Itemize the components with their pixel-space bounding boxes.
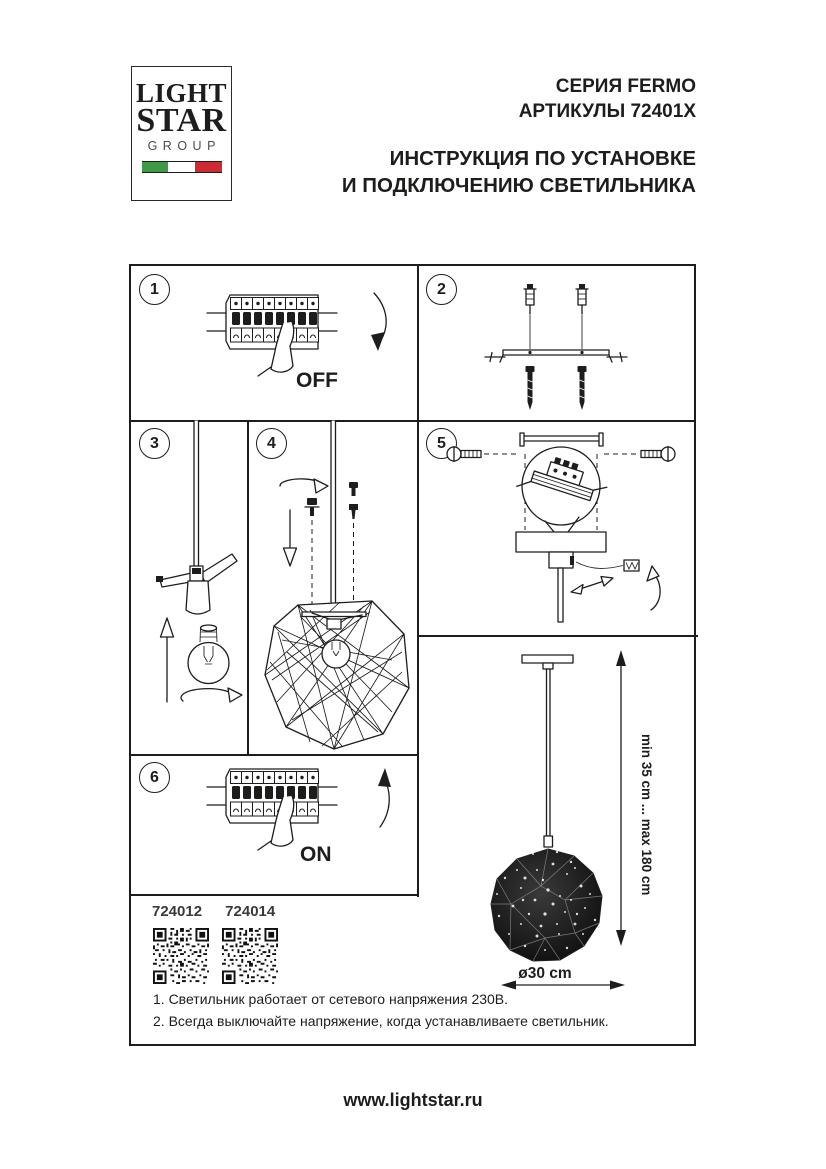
mounting-bracket-drawing bbox=[475, 278, 635, 448]
note-line-1: 1. Светильник работает от сетевого напряжения 230В. bbox=[153, 991, 509, 1007]
rotate-arrow-icon bbox=[181, 689, 235, 701]
breaker-on-drawing bbox=[188, 757, 403, 875]
flag-green-stripe bbox=[142, 162, 169, 172]
step-3-number: 3 bbox=[150, 434, 159, 452]
grid-divider bbox=[417, 420, 419, 897]
canopy-mount-drawing bbox=[428, 424, 690, 630]
off-label: OFF bbox=[296, 369, 338, 392]
diameter-dimension-label: ø30 cm bbox=[518, 965, 572, 982]
articles-title: АРТИКУЛЫ 72401X bbox=[518, 101, 696, 122]
qr-code-724014 bbox=[222, 928, 278, 984]
website-url: www.lightstar.ru bbox=[343, 1090, 483, 1110]
lightstar-logo bbox=[131, 66, 232, 201]
adjust-arrow-icon bbox=[580, 581, 604, 589]
italy-flag-icon bbox=[142, 161, 222, 173]
grid-divider bbox=[417, 266, 419, 420]
qr-code-724012 bbox=[153, 928, 209, 984]
sphere-shade bbox=[491, 849, 602, 961]
step-5-number: 5 bbox=[437, 434, 446, 452]
article-number-2: 724014 bbox=[225, 903, 276, 920]
flag-white-stripe bbox=[168, 162, 195, 172]
logo-word-light: LIGHT bbox=[135, 78, 228, 108]
step-1-number: 1 bbox=[150, 280, 159, 298]
pendant-overview-drawing bbox=[425, 638, 697, 1010]
header bbox=[342, 74, 696, 199]
safety-notes bbox=[153, 988, 609, 1032]
step-6-number: 6 bbox=[150, 768, 159, 786]
instruction-title-line1: ИНСТРУКЦИЯ ПО УСТАНОВКЕ bbox=[389, 147, 696, 170]
grid-divider bbox=[131, 894, 419, 896]
socket-bulb-drawing bbox=[150, 420, 262, 720]
series-title: СЕРИЯ FERMO bbox=[555, 76, 696, 97]
step-2-number: 2 bbox=[437, 280, 446, 298]
shade-assembly-drawing bbox=[252, 420, 414, 752]
grid-divider bbox=[417, 635, 698, 637]
instruction-title bbox=[342, 146, 696, 199]
flag-red-stripe bbox=[195, 162, 222, 172]
step-1-badge bbox=[139, 274, 170, 305]
step-4-number: 4 bbox=[267, 434, 276, 452]
grid-divider bbox=[131, 754, 419, 756]
step-6-badge bbox=[139, 762, 170, 793]
logo-word-star: STAR bbox=[136, 102, 227, 139]
instruction-title-line2: И ПОДКЛЮЧЕНИЮ СВЕТИЛЬНИКА bbox=[341, 173, 696, 197]
logo-word-group: GROUP bbox=[147, 139, 221, 153]
height-dimension-label: min 35 cm ... max 180 cm bbox=[639, 734, 654, 896]
on-label: ON bbox=[300, 843, 332, 866]
breaker-off-drawing bbox=[188, 283, 403, 401]
article-numbers bbox=[152, 903, 294, 920]
step-2-badge bbox=[426, 274, 457, 305]
article-number-1: 724012 bbox=[152, 903, 203, 920]
note-line-2: 2. Всегда выключайте напряжение, когда устанавливаете светильник. bbox=[153, 1013, 609, 1029]
